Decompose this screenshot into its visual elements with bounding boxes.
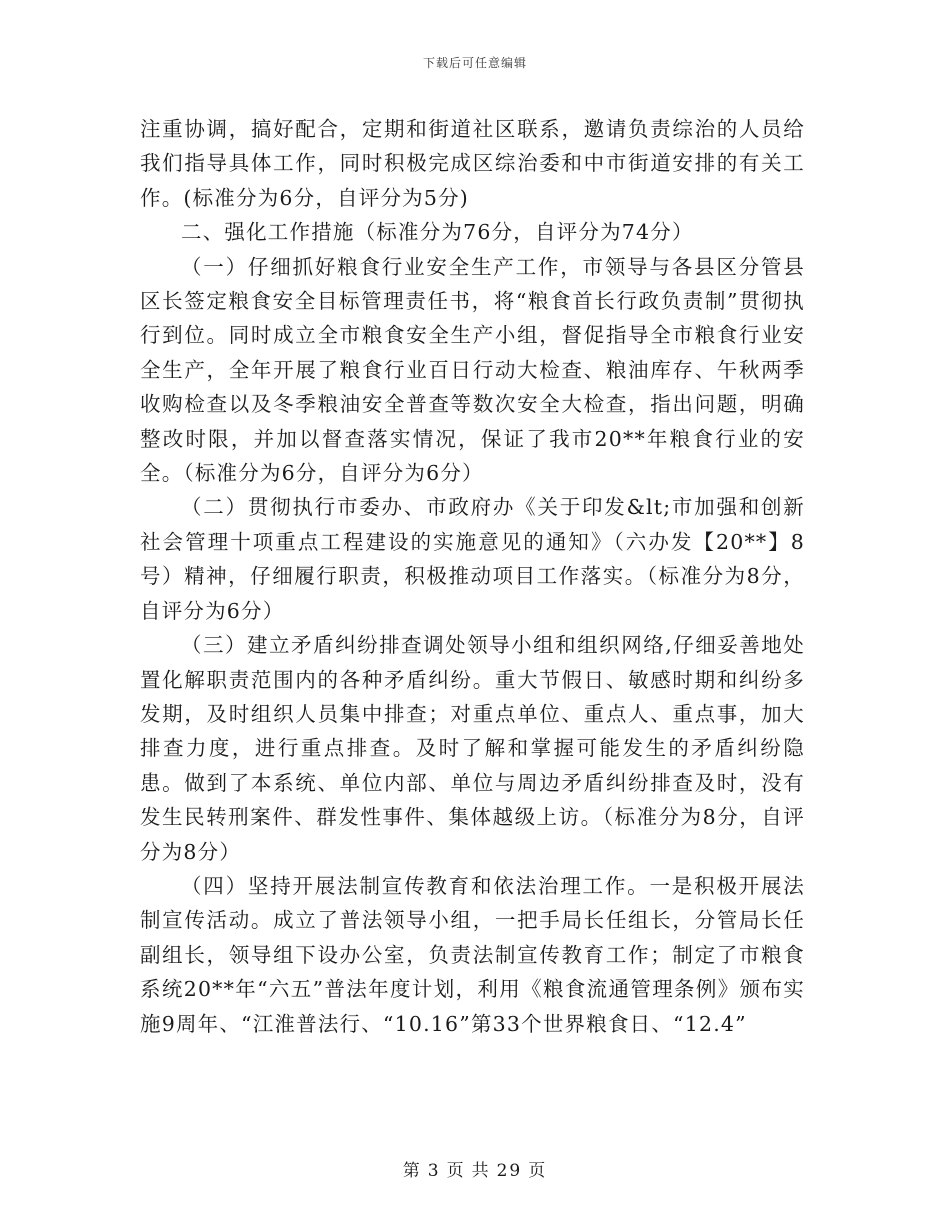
footer-current-page: 3 <box>427 1161 441 1181</box>
page-header-note: 下载后可任意编辑 <box>422 56 527 70</box>
footer-label-unit2: 页 <box>528 1161 548 1181</box>
paragraph-continuation: 注重协调，搞好配合，定期和街道社区联系，邀请负责综治的人员给我们指导具体工作，同时积极完成区综治委和中市街道安排的有关工作。(标准分为6分，自评分为5分) <box>140 117 805 210</box>
document-body <box>140 112 805 1041</box>
footer-label-total: 共 <box>471 1161 491 1181</box>
footer-total-pages: 29 <box>496 1161 523 1181</box>
page-number-footer <box>0 1156 950 1181</box>
paragraph-item-1: （一）仔细抓好粮食行业安全生产工作，市领导与各县区分管县区长签定粮食安全目标管理责任书，将“粮食首长行政负责制”贯彻执行到位。同时成立全市粮食安全生产小组，督促指导全市粮食行业安全生产，全年开展了粮食行业百日行动大检查、粮油库存、午秋两季收购检查以及冬季粮油安全普查等数次安全大检查，指出问题，明确整改时限，并加以督查落实情况，保证了我市20**年粮食行业的安全。（标准分为6分，自评分为6分） <box>140 254 805 486</box>
paragraph-item-3: （三）建立矛盾纠纷排查调处领导小组和组织网络,仔细妥善地处置化解职责范围内的各种矛盾纠纷。重大节假日、敏感时期和纠纷多发期，及时组织人员集中排查；对重点单位、重点人、重点事，加大排查力度，进行重点排查。及时了解和掌握可能发生的矛盾纠纷隐患。做到了本系统、单位内部、单位与周边矛盾纠纷排查及时，没有发生民转刑案件、群发性事件、集体越级上访。（标准分为8分，自评分为8分） <box>140 633 805 864</box>
paragraph-item-2: （二）贯彻执行市委办、市政府办《关于印发&lt;市加强和创新社会管理十项重点工程建设的实施意见的通知》（六办发【20**】8号）精神，仔细履行职责，积极推动项目工作落实。（标准分为8分，自评分为6分） <box>140 495 805 623</box>
section-heading-2: 二、强化工作措施（标准分为76分，自评分为74分） <box>181 220 694 245</box>
paragraph-item-4: （四）坚持开展法制宣传教育和依法治理工作。一是积极开展法制宣传活动。成立了普法领导小组，一把手局长任组长，分管局长任副组长，领导组下设办公室，负责法制宣传教育工作；制定了市粮食系统20**年“六五”普法年度计划，利用《粮食流通管理条例》颁布实施9周年、“江淮普法行、“10.16”第33个世界粮食日、“12.4” <box>140 873 805 1036</box>
footer-label-page: 第 <box>402 1161 422 1181</box>
footer-label-unit: 页 <box>446 1161 466 1181</box>
